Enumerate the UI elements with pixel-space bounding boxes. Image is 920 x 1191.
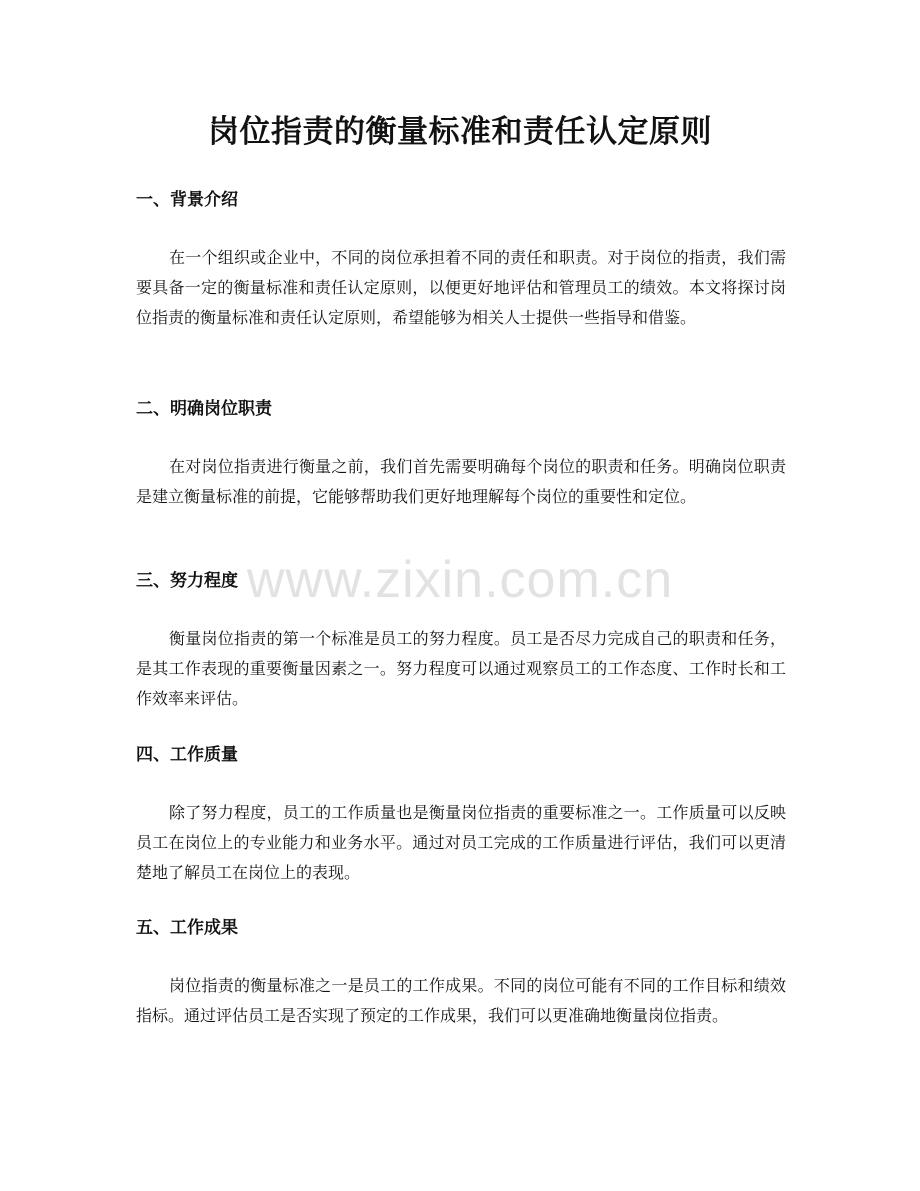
section-heading: 一、背景介绍 [136,190,238,210]
section-paragraph: 在一个组织或企业中，不同的岗位承担着不同的责任和职责。对于岗位的指责，我们需要具备一定的衡量标准和责任认定原则，以便更好地评估和管理员工的绩效。本文将探讨岗位指责的衡量标准和责任认定原则，希望能够为相关人士提供一些指导和借鉴。 [136,248,786,327]
section-effort [136,568,786,714]
section-heading: 五、工作成果 [136,918,238,938]
section-work-quality [136,742,786,888]
section-paragraph: 岗位指责的衡量标准之一是员工的工作成果。不同的岗位可能有不同的工作目标和绩效指标。通过评估员工是否实现了预定的工作成果，我们可以更准确地衡量岗位指责。 [136,976,786,1025]
section-paragraph: 衡量岗位指责的第一个标准是员工的努力程度。员工是否尽力完成自己的职责和任务，是其工作表现的重要衡量因素之一。努力程度可以通过观察员工的工作态度、工作时长和工作效率来评估。 [136,629,786,708]
section-heading: 三、努力程度 [136,571,238,591]
watermark: www.zixin.com.cn [246,551,674,609]
section-paragraph: 在对岗位指责进行衡量之前，我们首先需要明确每个岗位的职责和任务。明确岗位职责是建立衡量标准的前提，它能够帮助我们更好地理解每个岗位的重要性和定位。 [136,457,786,506]
section-clarify-duties [136,396,786,512]
section-heading: 四、工作质量 [136,745,238,765]
section-paragraph: 除了努力程度，员工的工作质量也是衡量岗位指责的重要标准之一。工作质量可以反映员工在岗位上的专业能力和业务水平。通过对员工完成的工作质量进行评估，我们可以更清楚地了解员工在岗位上的表现。 [136,803,786,882]
section-work-results [136,915,786,1031]
section-background [136,187,786,333]
section-heading: 二、明确岗位职责 [136,399,272,419]
document-title: 岗位指责的衡量标准和责任认定原则 [208,114,712,150]
